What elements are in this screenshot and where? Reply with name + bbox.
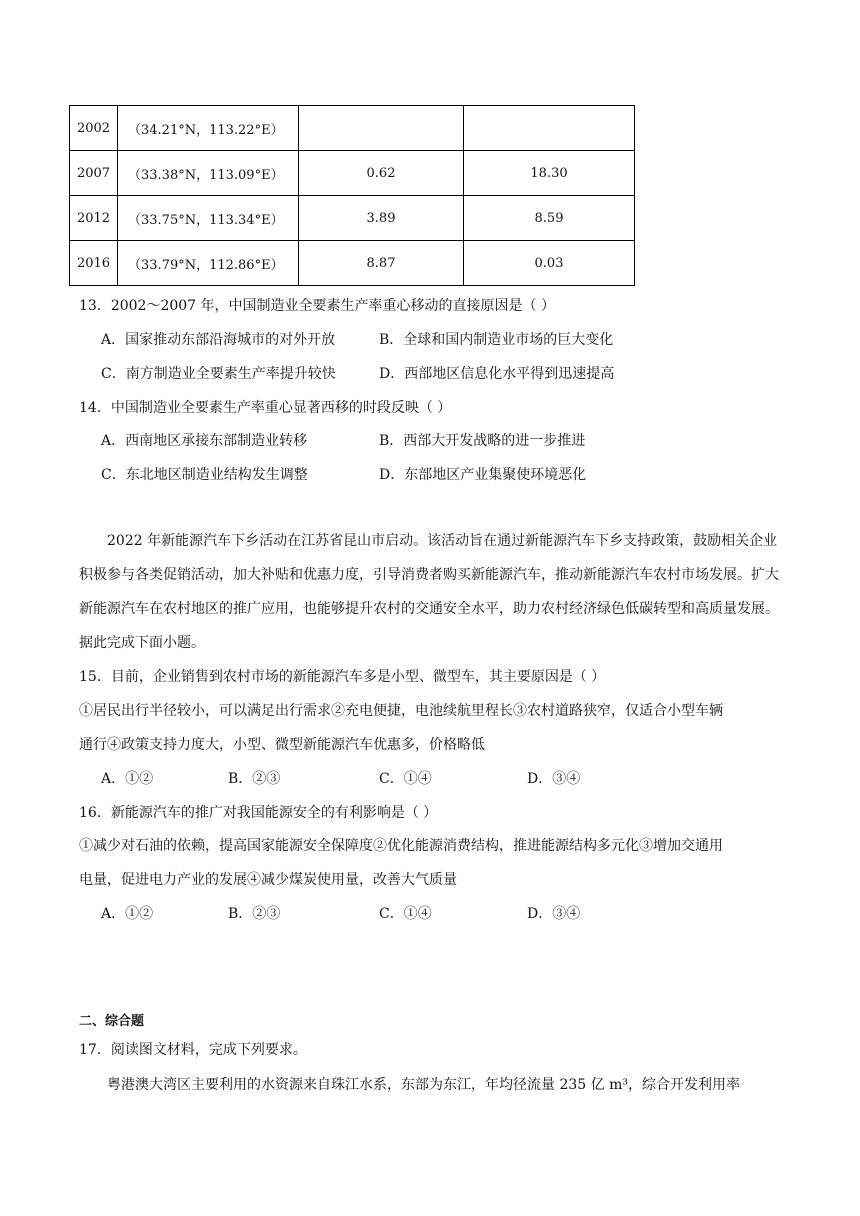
- question-14-stem: 14．中国制造业全要素生产率重心显著西移的时段反映（ ）: [79, 400, 452, 416]
- table-row: [70, 151, 635, 196]
- value-cell: [464, 106, 635, 151]
- question-13-stem: 13．2002～2007 年，中国制造业全要素生产率重心移动的直接原因是（ ）: [79, 298, 555, 314]
- value-cell: 0.03: [464, 241, 635, 286]
- question-16-stem: 16．新能源汽车的推广对我国能源安全的有利影响是（ ）: [79, 805, 438, 821]
- q14-option-a: A．西南地区承接东部制造业转移: [101, 433, 308, 449]
- q15-option-b: B．②③: [228, 771, 281, 787]
- coord-cell: （33.79°N，112.86°E）: [118, 241, 299, 286]
- q14-option-b: B．西部大开发战略的进一步推进: [379, 433, 586, 449]
- year-cell: 2002: [70, 106, 118, 151]
- question-15-stem: 15．目前，企业销售到农村市场的新能源汽车多是小型、微型车，其主要原因是（ ）: [79, 669, 606, 685]
- section-heading: 二、综合题: [79, 1014, 145, 1029]
- q16-statements-line2: 电量，促进电力产业的发展④减少煤炭使用量，改善大气质量: [79, 872, 457, 888]
- q16-statements-line1: ①减少对石油的依赖，提高国家能源安全保障度②优化能源消费结构，推进能源结构多元化③增加交通用: [79, 838, 723, 854]
- coord-cell: （33.75°N，113.34°E）: [118, 196, 299, 241]
- table-row: [70, 106, 635, 151]
- q13-option-c: C．南方制造业全要素生产率提升较快: [101, 366, 336, 382]
- year-cell: 2016: [70, 241, 118, 286]
- q15-option-c: C．①④: [379, 771, 432, 787]
- q17-material-text: 粤港澳大湾区主要利用的水资源来自珠江水系，东部为东江，年均径流量 235 亿 m³，综合开发利用率: [107, 1077, 740, 1093]
- coord-cell: （33.38°N，113.09°E）: [118, 151, 299, 196]
- q16-option-b: B．②③: [228, 906, 281, 922]
- q15-statements-line1: ①居民出行半径较小，可以满足出行需求②充电便捷，电池续航里程长③农村道路狭窄，仅适合小型车辆: [79, 703, 723, 719]
- q13-option-a: A．国家推动东部沿海城市的对外开放: [101, 332, 336, 348]
- value-cell: 8.59: [464, 196, 635, 241]
- value-cell: [299, 106, 464, 151]
- q14-option-d: D．东部地区产业集聚使环境恶化: [379, 467, 587, 483]
- q15-option-a: A．①②: [101, 771, 154, 787]
- year-cell: 2007: [70, 151, 118, 196]
- data-table: [69, 105, 635, 286]
- table-row: [70, 241, 635, 286]
- q14-option-c: C．东北地区制造业结构发生调整: [101, 467, 308, 483]
- q13-option-b: B．全球和国内制造业市场的巨大变化: [379, 332, 614, 348]
- table-row: [70, 196, 635, 241]
- passage-text: 2022 年新能源汽车下乡活动在江苏省昆山市启动。该活动旨在通过新能源汽车下乡支持政策，鼓励相关企业积极参与各类促销活动，加大补贴和优惠力度，引导消费者购买新能源汽车，推动新能源汽车农村市场发展。扩大新能源汽车在农村地区的推广应用，也能够提升农村的交通安全水平，助力农村经济绿色低碳转型和高质量发展。据此完成下面小题。: [79, 533, 779, 651]
- value-cell: 18.30: [464, 151, 635, 196]
- q13-option-d: D．西部地区信息化水平得到迅速提高: [379, 366, 615, 382]
- q15-statements-line2: 通行④政策支持力度大，小型、微型新能源汽车优惠多，价格略低: [79, 737, 485, 753]
- q15-option-d: D．③④: [527, 771, 581, 787]
- q16-option-a: A．①②: [101, 906, 154, 922]
- q16-option-d: D．③④: [527, 906, 581, 922]
- coord-cell: （34.21°N，113.22°E）: [118, 106, 299, 151]
- value-cell: 3.89: [299, 196, 464, 241]
- value-cell: 0.62: [299, 151, 464, 196]
- question-17-stem: 17．阅读图文材料，完成下列要求。: [79, 1042, 307, 1058]
- value-cell: 8.87: [299, 241, 464, 286]
- year-cell: 2012: [70, 196, 118, 241]
- q16-option-c: C．①④: [379, 906, 432, 922]
